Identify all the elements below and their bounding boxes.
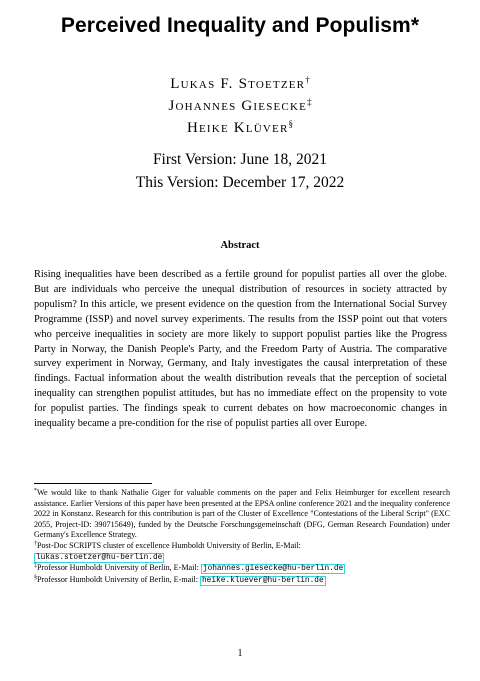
footnote-author-1: †Post-Doc SCRIPTS cluster of excellence Humboldt University of Berlin, E-Mail: lukas.stoetzer@hu-berlin.de [34, 540, 301, 562]
footnote-acknowledgment: *We would like to thank Nathalie Giger for valuable comments on the paper and Felix Heimburger for excellent research assistance. Earlier Versions of this paper have been presented at the EPSA online conference 2021 and the inequality conference 2022 in Konstanz. Research for this contribution is part of the Cluster of Excellence "Contestations of the Liberal Script" (EXC 2055, Project-ID: 390715649), funded by the Deutsche Forschungsgemeinschaft (DFG, German Research Foundation) under Germany's Excellence Strategy. [34, 488, 450, 540]
author-footnote-mark: ‡ [307, 97, 312, 107]
footnotes [34, 488, 450, 586]
email-link[interactable]: heike.kluever@hu-berlin.de [202, 576, 324, 585]
author-name: Lukas F. Stoetzer† [170, 75, 310, 92]
footnote-author-3: §Professor Humboldt University of Berlin, E-mail: heike.kluever@hu-berlin.de [34, 574, 324, 585]
author-list [0, 73, 480, 139]
this-version-date: This Version: December 17, 2022 [135, 174, 345, 191]
author-footnote-mark: † [305, 75, 310, 85]
author-footnote-mark: § [288, 119, 294, 129]
email-link[interactable]: lukas.stoetzer@hu-berlin.de [36, 553, 163, 562]
page-number: 1 [237, 648, 243, 659]
abstract-heading: Abstract [220, 240, 260, 251]
abstract-body: Rising inequalities have been described as a fertile ground for populist parties all over the globe. But are individuals who perceive the unequal distribution of resources in society attracted by populism? In this article, we present evidence on the question from the International Social Survey Programme (ISSP) and novel survey experiments. The results from the ISSP point out that voters who perceive inequalities in society are more likely to support populist parties like the Progress Party in Norway, the Danish People's Party, and the Freedom Party of Austria. The comparative survey experiment in Norway, Germany, and Italy investigates the causal interpretation of these findings. Factual information about the wealth distribution reveals that the perception of societal inequality can strengthen populist attitudes, but has no immediate effect on the propensity to vote for populist parties. The findings speak to current debates on how macroeconomic changes in inequality became a pre-condition for the rise of populist parties all over Europe. [34, 269, 447, 430]
author-name: Heike Klüver§ [186, 119, 294, 136]
title-footnote-mark: * [410, 14, 420, 37]
email-link[interactable]: johannes.giesecke@hu-berlin.de [202, 565, 344, 574]
version-dates [0, 148, 480, 194]
title-text: Perceived Inequality and Populism [60, 14, 411, 37]
first-version-date: First Version: June 18, 2021 [152, 151, 328, 168]
paper-title [0, 14, 480, 38]
footnote-author-2: ‡Professor Humboldt University of Berlin, E-Mail: johannes.giesecke@hu-berlin.de [34, 563, 344, 574]
author-name: Johannes Giesecke‡ [168, 97, 312, 114]
footnote-divider [34, 483, 152, 484]
